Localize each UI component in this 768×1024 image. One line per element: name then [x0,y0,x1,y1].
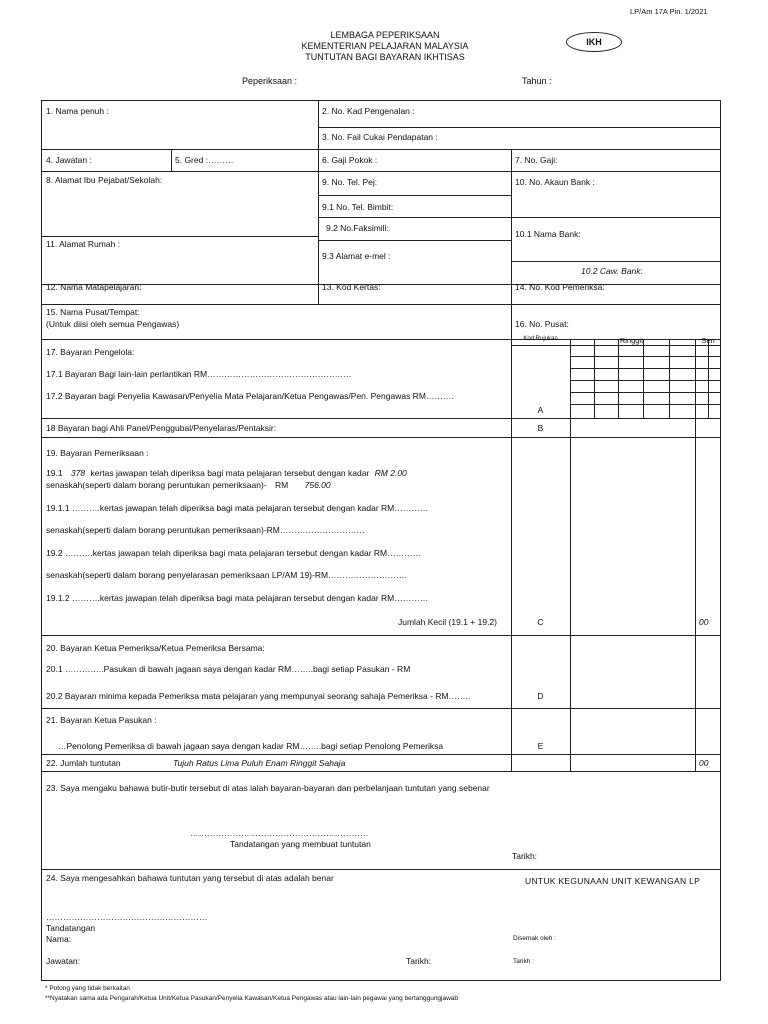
jumlah-kecil: Jumlah Kecil (19.1 + 19.2) [398,617,497,627]
divider [41,284,721,285]
field-tel-pej[interactable]: 9. No. Tel. Pej: [322,177,378,187]
field-pusat-note: (Untuk diisi oleh semua Pengawas) [46,319,180,329]
section-24: 24. Saya mengesahkan bahawa tuntutan yang tersebut di atas adalah benar [46,873,334,883]
signature-line[interactable]: ……………………………………………………… [190,828,369,838]
field-gaji-pokok[interactable]: 6. Gaji Pokok : [322,155,378,165]
section-19-1-line2-text: senaskah(seperti dalam borang peruntukan pemeriksaan)- [46,480,267,490]
section-17-title: 17. Bayaran Pengelola: [46,347,135,357]
divider [511,217,721,218]
code-b: B [537,423,544,433]
section-17-1: 17.1 Bayaran Bagi lain-lain perlantikan RM…………………………………………… [46,369,352,379]
divider [570,356,721,357]
section-19-1-text: kertas jawapan telah diperiksa bagi mata pelajaran tersebut dengan kadar [90,468,370,478]
section-19-1-rate[interactable]: RM 2.00 [374,468,407,478]
column-kod-rujukan: Kod Rujukan [523,336,558,342]
tarikh-24[interactable]: Tarikh: [406,956,432,966]
field-fail-cukai[interactable]: 3. No. Fail Cukai Pendapatan : [322,132,438,142]
code-d: D [537,691,544,701]
section-19-1-2: 19.1.2 ……….kertas jawapan telah diperiksa bagi mata pelajaran tersebut dengan kadar RM………… [46,593,429,603]
section-21-title: 21. Bayaran Ketua Pasukan : [46,715,157,725]
divider [511,345,721,346]
section-17-2: 17.2 Bayaran bagi Penyelia Kawasan/Penyelia Mata Pelajaran/Ketua Pengawas/Pen. Pengawas RM………. [46,391,454,401]
tarikh-23[interactable]: Tarikh: [512,851,538,861]
divider [643,339,644,418]
tahun-label: Tahun : [522,76,552,86]
section-19-1-amount[interactable]: 756.00 [304,480,331,490]
divider [41,708,721,709]
divider [41,754,721,755]
field-kod-kertas[interactable]: 13. Kod Kertas: [322,282,381,292]
field-gred[interactable]: 5. Gred :……… [175,155,234,165]
signature-line-24[interactable]: ………………………………………………… [46,912,208,922]
footnote-2: **Nyatakan sama ada Pengarah/Ketua Unit/Ketua Pasukan/Penyelia Kawasan/Ketua Pengawas atau lain-lain pegawai yang bertanggungjawab [45,995,459,1002]
field-faksimili[interactable]: 9.2 No.Faksimili: [326,223,389,233]
field-alamat-pejabat[interactable]: 8. Alamat Ibu Pejabat/Sekolah: [46,175,163,185]
divider [318,195,511,196]
field-emel[interactable]: 9.3 Alamat e-mel : [322,251,391,261]
sen-c: 00 [699,617,709,627]
field-tel-bimbit[interactable]: 9.1 No. Tel. Bimbit: [322,202,394,212]
column-ringgit: Ringgit [619,336,644,345]
divider [41,635,721,636]
divider [318,127,721,128]
jawatan-label[interactable]: Jawatan: [46,956,81,966]
header-line-2: KEMENTERIAN PELAJARAN MALAYSIA [301,41,469,51]
section-19-title: 19. Bayaran Pemeriksaan : [46,448,149,458]
ikh-badge: IKH [566,32,622,52]
section-20-2: 20.2 Bayaran minima kepada Pemeriksa mata pelajaran yang mempunyai seorang sahaja Pemeriksa - RM…….. [46,691,471,701]
divider [511,261,721,262]
code-a: A [537,405,544,415]
divider [41,236,318,237]
code-c: C [537,617,544,627]
divider [41,869,721,870]
section-19-1-1: 19.1.1 ……….kertas jawapan telah diperiksa bagi mata pelajaran tersebut dengan kadar RM………… [46,503,429,513]
field-nama-bank[interactable]: 10.1 Nama Bank: [515,229,581,239]
section-21-text: …Penolong Pemeriksa di bawah jagaan saya dengan kadar RM……..bagi setiap Penolong Pemeriksa [58,741,444,751]
field-matapelajaran[interactable]: 12. Nama Matapelajaran: [46,282,142,292]
tarikh-lp[interactable]: Tarikh : [513,958,534,965]
section-20-1: 20.1 …………..Pasukan di bawah jagaan saya dengan kadar RM……..bagi setiap Pasukan - RM [46,664,411,674]
field-akaun-bank[interactable]: 10. No. Akaun Bank : [515,177,595,187]
divider [511,339,512,771]
divider [41,418,721,419]
section-19-1-line [46,468,407,478]
header-line-3: TUNTUTAN BAGI BAYARAN IKHTISAS [305,52,465,62]
divider [171,149,172,171]
header-line-1: LEMBAGA PEPERIKSAAN [330,30,440,40]
divider [41,771,721,772]
section-19-2: 19.2 ……….kertas jawapan telah diperiksa bagi mata pelajaran tersebut dengan kadar RM………… [46,548,422,558]
divider [318,217,511,218]
footnote-1: * Potong yang tidak berkaitan [45,985,130,992]
divider [570,368,721,369]
divider [511,149,512,304]
unit-kewangan-heading: UNTUK KEGUNAAN UNIT KEWANGAN LP [525,876,701,886]
divider [570,380,721,381]
section-18: 18 Bayaran bagi Ahli Panel/Penggubal/Penyelaras/Pentaksir: [46,423,277,433]
divider [594,339,595,418]
column-sen: Sen [701,336,715,345]
section-19-2b: senaskah(seperti dalam borang penyelarasan pemeriksaan LP/AM 19)-RM………………………. [46,570,407,580]
divider [511,304,512,339]
divider [570,404,721,405]
section-19-1-qty[interactable]: 378 [70,468,86,478]
section-19-1-line2 [46,480,331,490]
field-no-gaji[interactable]: 7. No. Gaji: [515,155,558,165]
field-jawatan[interactable]: 4. Jawatan : [46,155,92,165]
section-22: 22. Jumlah tuntutan [46,758,121,768]
form-code: LP/Am 17A Pin. 1/2021 [630,7,708,16]
field-kod-pemeriksa[interactable]: 14. No. Kod Pemeriksa: [515,282,605,292]
section-19-1-rm: RM [275,480,289,490]
field-pusat-tempat[interactable]: 15. Nama Pusat/Tempat: [46,307,140,317]
divider [570,392,721,393]
section-23: 23. Saya mengaku bahawa butir-butir tersebut di atas ialah bayaran-bayaran dan perbelanjaan tuntutan yang sebenar [46,783,490,793]
nama-label[interactable]: Nama: [46,934,72,944]
divider [318,100,319,304]
tandatangan-label: Tandatangan [46,923,96,933]
disemak-label[interactable]: Disemak oleh : [513,935,556,942]
field-caw-bank[interactable]: 10.2 Caw. Bank: [581,266,643,276]
field-kad-pengenalan[interactable]: 2. No. Kad Pengenalan : [322,106,415,116]
divider [41,149,721,150]
signature-label: Tandatangan yang membuat tuntutan [230,839,371,849]
section-19-1-1b: senaskah(seperti dalam borang peruntukan pemeriksaan)-RM………………………… [46,525,365,535]
field-no-pusat[interactable]: 16. No. Pusat: [515,319,569,329]
divider [708,339,709,418]
field-alamat-rumah[interactable]: 11. Alamat Rumah : [46,239,121,249]
code-e: E [537,741,544,751]
sen-total: 00 [699,758,709,768]
divider [41,304,721,305]
jumlah-words[interactable]: Tujuh Ratus Lima Puluh Enam Ringgit Sahaja [173,758,346,768]
section-19-1-prefix: 19.1 [46,468,63,478]
divider [669,339,670,418]
divider [41,171,721,172]
section-20-title: 20. Bayaran Ketua Pemeriksa/Ketua Pemeriksa Bersama: [46,643,265,653]
peperiksaan-label: Peperiksaan : [242,76,298,86]
divider [41,437,721,438]
field-nama-penuh[interactable]: 1. Nama penuh : [46,106,109,116]
divider [618,339,619,418]
divider [318,240,511,241]
